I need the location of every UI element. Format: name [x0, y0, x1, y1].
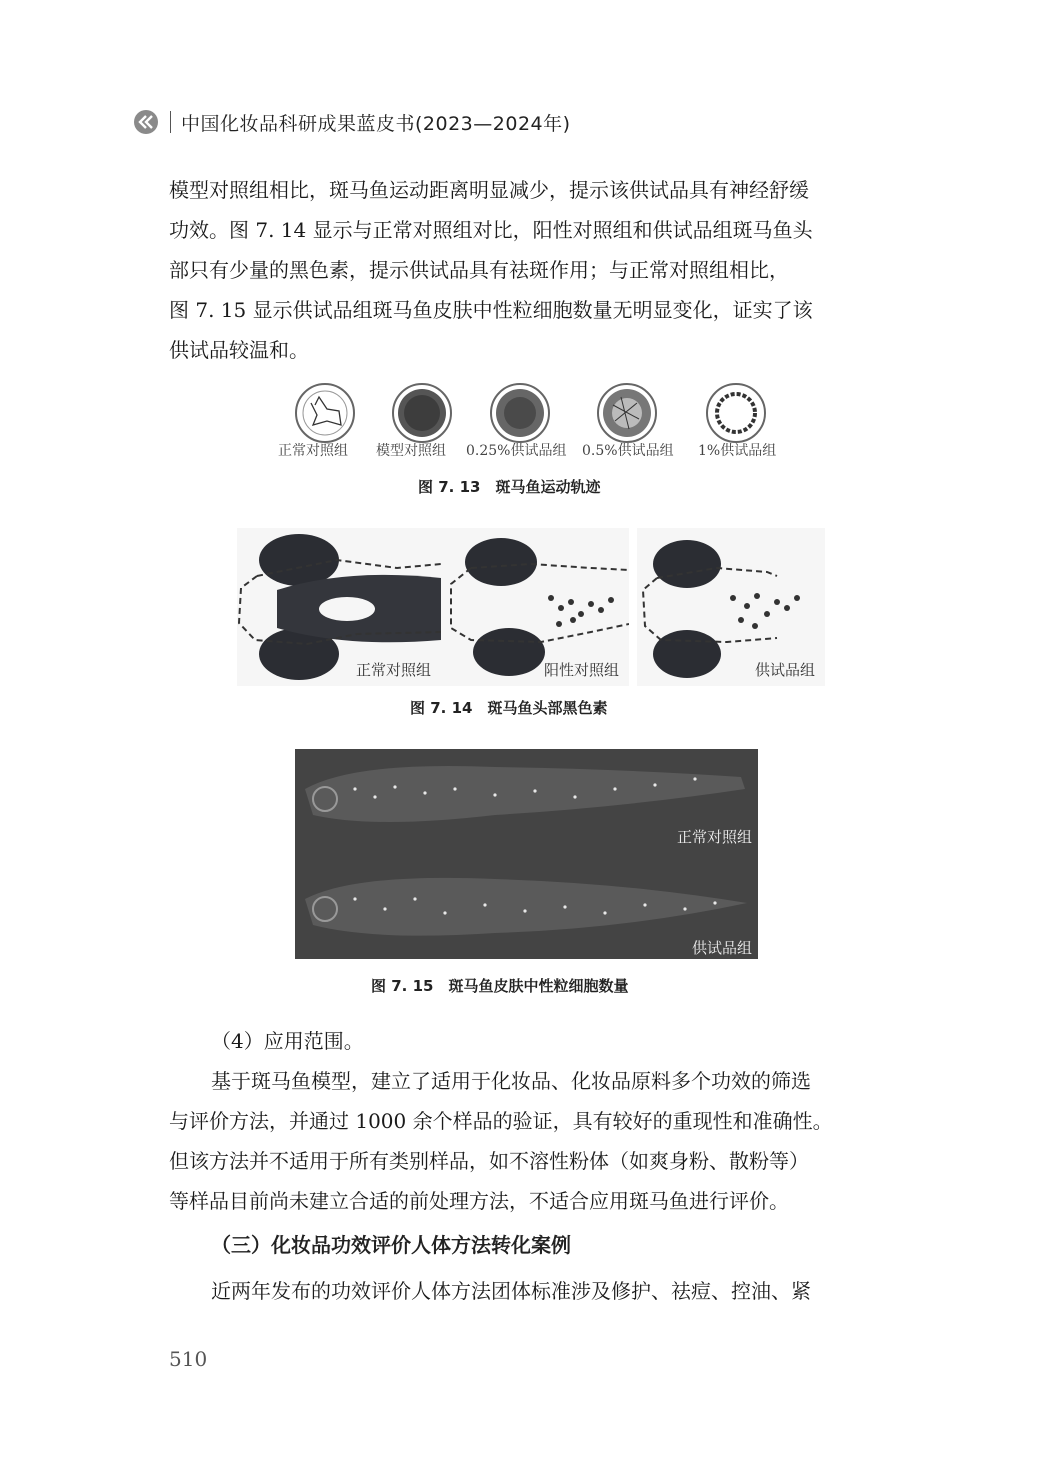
figure-caption: 图 7. 14 斑马鱼头部黑色素 — [410, 699, 608, 717]
trajectory-dish-model — [392, 383, 452, 443]
text-line: 图 7. 15 显示供试品组斑马鱼皮肤中性粒细胞数量无明显变化，证实了该 — [169, 298, 813, 322]
figure-7-13 — [278, 378, 794, 468]
section-heading: （三）化妆品功效评价人体方法转化案例 — [211, 1233, 571, 1257]
figure-label: 阳性对照组 — [543, 661, 619, 679]
text-line: 供试品较温和。 — [169, 338, 309, 362]
section-4 — [169, 1021, 879, 1221]
running-header — [134, 106, 571, 138]
figure-label: 正常对照组 — [278, 443, 348, 459]
trajectory-dish-1 — [706, 383, 766, 443]
figure-label: 1%供试品组 — [698, 443, 777, 459]
section-3-paragraph — [169, 1271, 879, 1311]
figure-label: 0.25%供试品组 — [466, 443, 567, 459]
text-line: 但该方法并不适用于所有类别样品，如不溶性粉体（如爽身粉、散粉等） — [169, 1149, 809, 1173]
trajectory-dish-05 — [597, 383, 657, 443]
subsection-heading: （4）应用范围。 — [211, 1029, 364, 1053]
figure-label: 模型对照组 — [376, 443, 446, 459]
figure-7-15 — [295, 749, 758, 959]
double-chevron-left-icon — [134, 110, 158, 134]
text-line: 近两年发布的功效评价人体方法团体标准涉及修护、祛痘、控油、紧 — [211, 1279, 811, 1303]
figure-7-14 — [237, 528, 825, 688]
figure-caption: 图 7. 13 斑马鱼运动轨迹 — [418, 478, 601, 496]
text-line: 功效。图 7. 14 显示与正常对照组对比，阳性对照组和供试品组斑马鱼头 — [169, 218, 813, 242]
melanin-panel-normal — [237, 528, 441, 686]
text-line: 模型对照组相比，斑马鱼运动距离明显减少，提示该供试品具有神经舒缓 — [169, 178, 809, 202]
figure-label: 0.5%供试品组 — [582, 443, 674, 459]
book-title: 中国化妆品科研成果蓝皮书(2023—2024年) — [181, 112, 571, 135]
figure-label: 正常对照组 — [355, 661, 431, 679]
figure-label: 正常对照组 — [676, 828, 752, 846]
trajectory-dish-normal — [295, 383, 355, 443]
melanin-panel-test — [637, 528, 825, 686]
header-divider — [170, 111, 171, 133]
figure-caption: 图 7. 15 斑马鱼皮肤中性粒细胞数量 — [371, 977, 629, 995]
intro-paragraph — [169, 170, 879, 370]
melanin-panel-positive — [441, 528, 629, 686]
text-line: 部只有少量的黑色素，提示供试品具有祛斑作用；与正常对照组相比， — [169, 258, 789, 282]
text-line: 基于斑马鱼模型，建立了适用于化妆品、化妆品原料多个功效的筛选 — [211, 1069, 811, 1093]
trajectory-dish-025 — [490, 383, 550, 443]
figure-label: 供试品组 — [691, 939, 752, 957]
figure-label: 供试品组 — [754, 661, 815, 679]
text-line: 与评价方法，并通过 1000 余个样品的验证，具有较好的重现性和准确性。 — [169, 1109, 833, 1133]
page-number: 510 — [169, 1347, 208, 1371]
text-line: 等样品目前尚未建立合适的前处理方法，不适合应用斑马鱼进行评价。 — [169, 1189, 789, 1213]
